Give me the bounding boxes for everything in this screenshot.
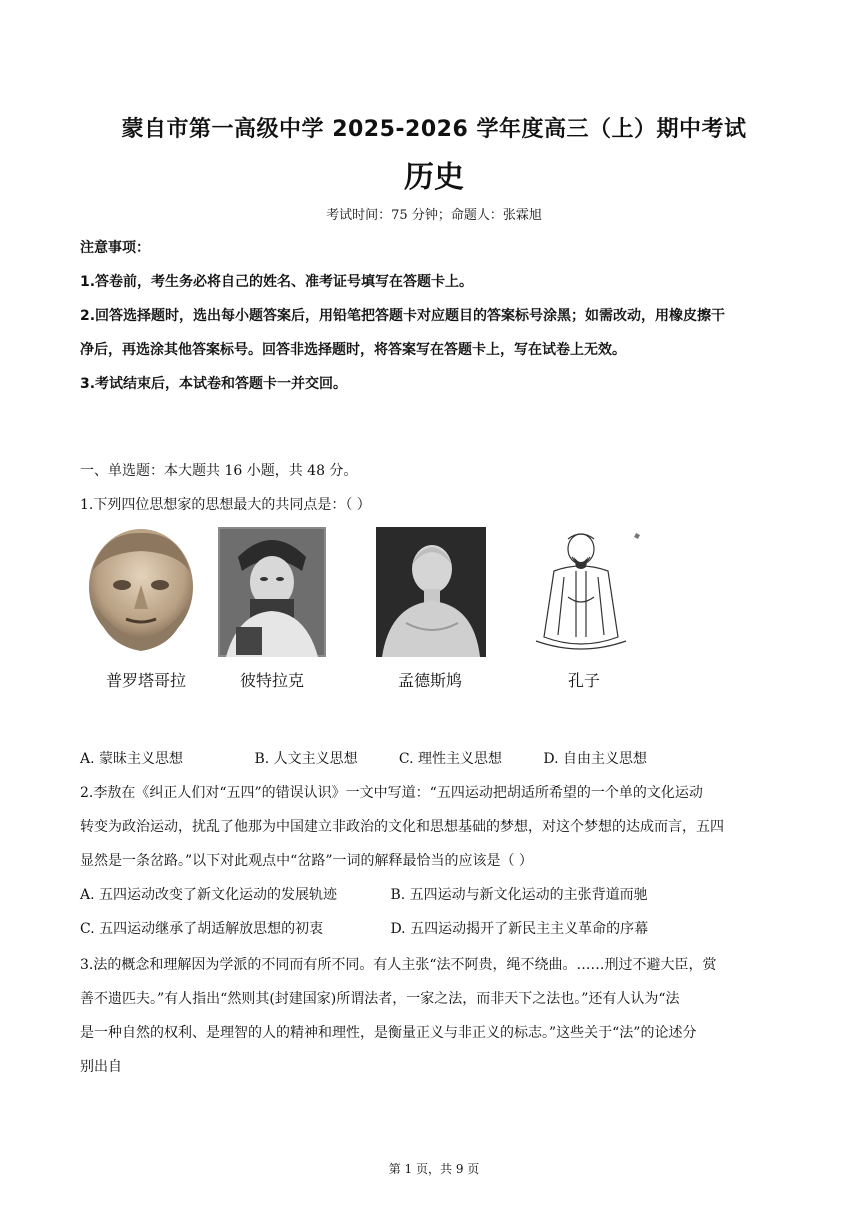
exam-title: 蒙自市第一高级中学 2025-2026 学年度高三（上）期中考试 — [121, 117, 747, 142]
exam-meta: 考试时间：75 分钟；命题人：张霖旭 — [326, 208, 542, 223]
q2-option-b: B. 五四运动与新文化运动的主张背道而驰 — [390, 887, 648, 903]
q2-option-c: C. 五四运动继承了胡适解放思想的初衷 — [80, 921, 324, 937]
portrait-montesquieu — [376, 527, 486, 657]
notice-item-1: 1.答卷前，考生务必将自己的姓名、准考证号填写在答题卡上。 — [80, 274, 474, 290]
q1-option-c: C. 理性主义思想 — [398, 751, 503, 767]
q1-option-b: B. 人文主义思想 — [254, 751, 358, 767]
page-footer: 第 1 页，共 9 页 — [388, 1162, 480, 1176]
question-3-line-4: 别出自 — [80, 1059, 122, 1075]
caption-montesquieu: 孟德斯鸠 — [397, 671, 462, 690]
portrait-confucius — [506, 527, 656, 657]
notice-heading: 注意事项： — [80, 240, 150, 256]
subject-title: 历史 — [404, 160, 464, 195]
question-2-line-3: 显然是一条岔路。”以下对此观点中“岔路”一词的解释最恰当的应该是（ ） — [80, 853, 533, 869]
q2-option-d: D. 五四运动揭开了新民主主义革命的序幕 — [390, 921, 649, 937]
question-1-stem: 1.下列四位思想家的思想最大的共同点是：（ ） — [80, 497, 371, 513]
question-2-options-row-1 — [80, 880, 792, 910]
caption-protagoras: 普罗塔哥拉 — [105, 671, 186, 690]
question-2-line-1: 2.李敖在《纠正人们对“五四”的错误认识》一文中写道：“五四运动把胡适所希望的一个单的文化运动 — [80, 785, 703, 801]
portrait-protagoras — [82, 527, 200, 657]
portrait-petrarch — [218, 527, 326, 657]
question-2-options-row-2 — [80, 914, 792, 944]
notice-item-3: 3.考试结束后，本试卷和答题卡一并交回。 — [80, 376, 348, 392]
question-3-line-1: 3.法的概念和理解因为学派的不同而有所不同。有人主张“法不阿贵，绳不绕曲。……刑过不避大臣，赏 — [80, 957, 717, 973]
q1-option-d: D. 自由主义思想 — [543, 751, 647, 767]
section-heading: 一、单选题：本大题共 16 小题，共 48 分。 — [80, 463, 358, 479]
q1-option-a: A. 蒙昧主义思想 — [80, 751, 184, 767]
question-3-line-2: 善不遗匹夫。”有人指出“然则其(封建国家)所谓法者，一家之法，而非天下之法也。”还有人认为“法 — [80, 991, 680, 1007]
notice-item-2-cont: 净后，再选涂其他答案标号。回答非选择题时，将答案写在答题卡上，写在试卷上无效。 — [80, 342, 626, 358]
notice-item-2: 2.回答选择题时，选出每小题答案后，用铅笔把答题卡对应题目的答案标号涂黑；如需改动，用橡皮擦干 — [80, 308, 726, 324]
q2-option-a: A. 五四运动改变了新文化运动的发展轨迹 — [80, 887, 338, 903]
question-3-line-3: 是一种自然的权利、是理智的人的精神和理性，是衡量正义与非正义的标志。”这些关于“法”的论述分 — [80, 1025, 697, 1041]
question-2-line-2: 转变为政治运动，扰乱了他那为中国建立非政治的文化和思想基础的梦想，对这个梦想的达成而言，五四 — [80, 819, 724, 835]
caption-confucius: 孔子 — [567, 671, 600, 690]
caption-petrarch: 彼特拉克 — [239, 671, 304, 690]
question-1-options — [80, 744, 792, 774]
